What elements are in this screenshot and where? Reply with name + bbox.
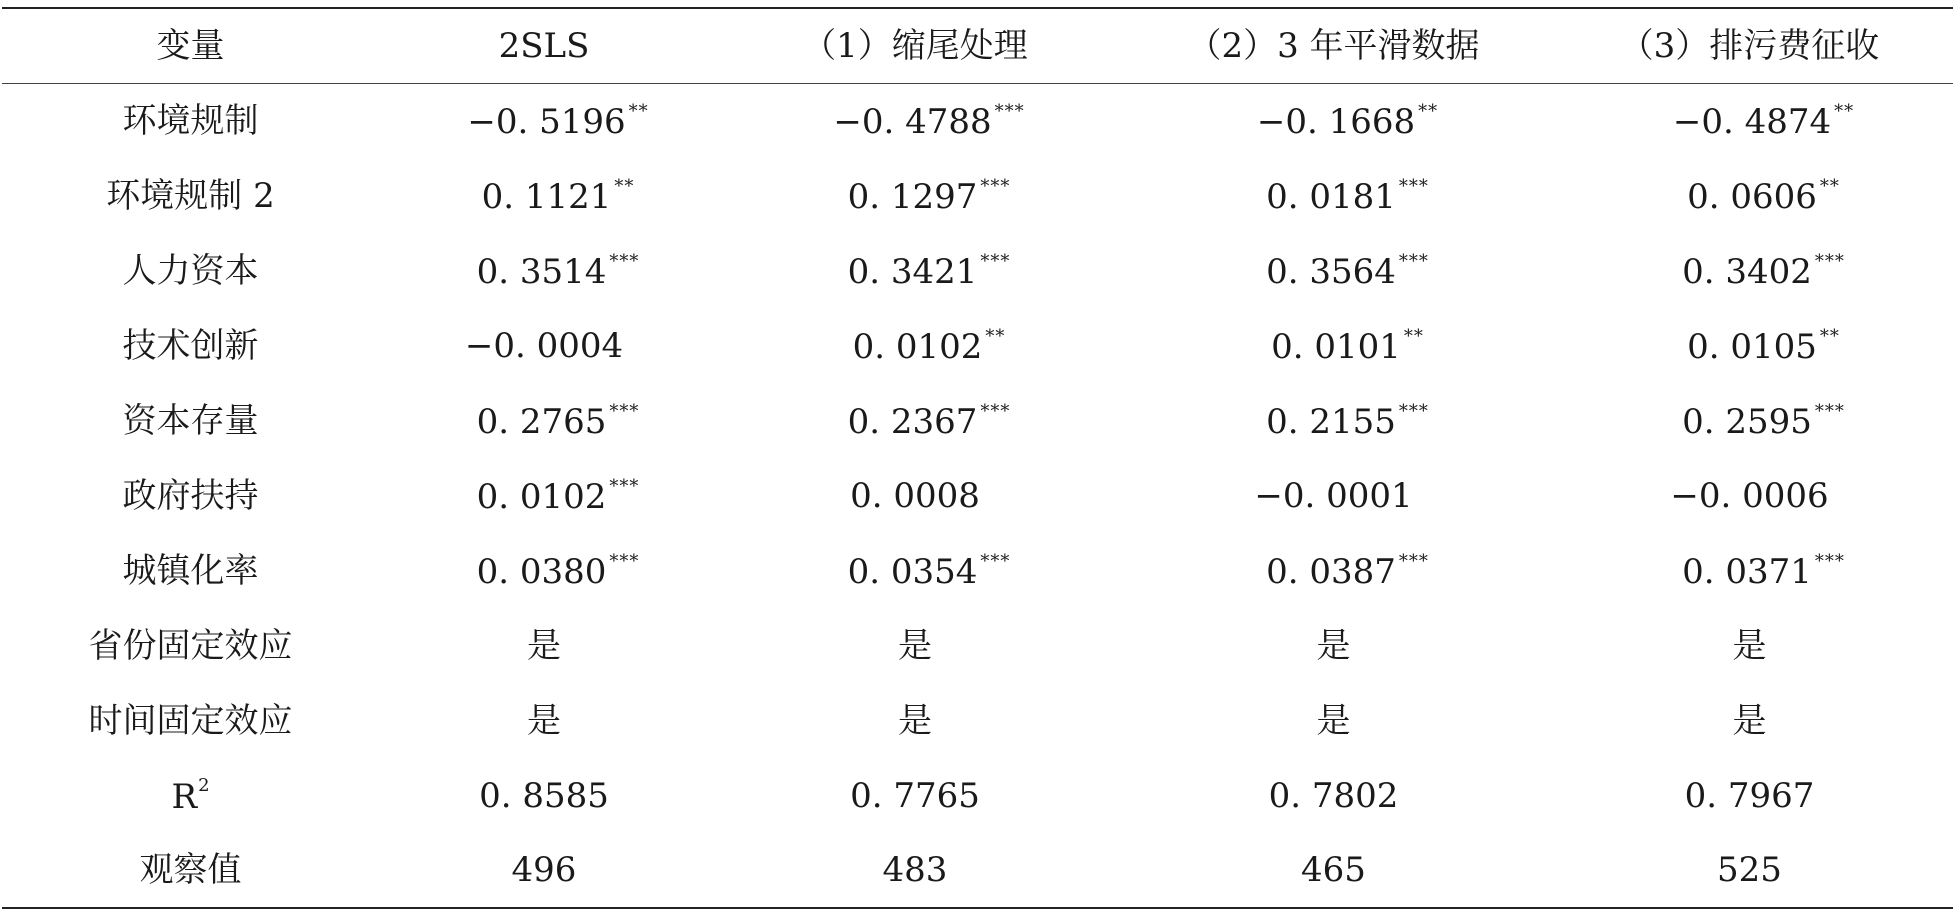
value-cell-3yr-smoothed [1121,458,1546,533]
value-cell-winsorized [709,158,1121,233]
significance-stars: *** [609,400,640,422]
coefficient-value: 525 [1717,850,1782,890]
row-label: 时间固定效应 [88,700,293,741]
row-label-cell [2,833,379,908]
value-cell-winsorized [709,608,1121,683]
significance-stars: *** [1398,175,1429,197]
coefficient-value: 是 [1732,700,1767,741]
coefficient-value: 是 [898,700,932,741]
cell-value-group [898,625,932,666]
significance-stars: *** [980,175,1011,197]
value-cell-winsorized [709,758,1121,833]
significance-stars: ** [1819,175,1840,197]
coefficient-value: 0. 0371 [1682,551,1812,592]
row-label: 省份固定效应 [88,625,293,666]
row-label-superscript: 2 [198,775,210,796]
cell-value-group [1266,400,1429,442]
header-winsorized: （1）缩尾处理 [802,25,1028,66]
significance-stars: ** [614,175,635,197]
coefficient-value: 483 [882,850,948,890]
row-label-cell [2,608,379,683]
value-cell-3yr-smoothed [1121,833,1546,908]
row-label: 政府扶持 [122,475,259,516]
row-label-cell [2,533,379,608]
coefficient-value: 0. 2155 [1266,401,1396,442]
cell-value-group [850,475,980,516]
value-cell-pollution-fee [1546,233,1953,308]
cell-value-group [1670,475,1829,516]
cell-value-group [1684,775,1815,816]
value-cell-pollution-fee [1546,383,1953,458]
cell-value-group [847,550,1011,592]
significance-stars: *** [1398,400,1429,422]
row-label-cell [2,383,379,458]
coefficient-value: 0. 1297 [847,176,978,217]
cell-value-group [1672,100,1855,142]
coefficient-value: 0. 3564 [1266,251,1396,292]
coefficient-value: 是 [1316,700,1351,741]
coefficient-value: −0. 0001 [1254,475,1413,516]
table-row [2,83,1953,158]
table-body [2,83,1953,908]
cell-value-group [476,550,640,592]
coefficient-value: 是 [1316,625,1351,666]
value-cell-2sls [379,233,709,308]
row-label: 技术创新 [122,325,259,366]
table-row [2,383,1953,458]
value-cell-2sls [379,533,709,608]
cell-value-group [1682,250,1845,292]
coefficient-value: −0. 4788 [833,101,992,142]
row-label: 城镇化率 [122,550,259,591]
significance-stars: *** [1814,250,1845,272]
cell-value-group [1717,850,1782,890]
value-cell-3yr-smoothed [1121,533,1546,608]
coefficient-value: 0. 0606 [1687,176,1817,217]
coefficient-value: 0. 0387 [1266,551,1396,592]
coefficient-value: 0. 0008 [850,475,980,516]
row-label-cell [2,758,379,833]
coefficient-value: 是 [1732,625,1767,666]
significance-stars: ** [1418,100,1439,122]
cell-value-group [1271,325,1424,367]
coefficient-value: 0. 0354 [847,551,978,592]
value-cell-pollution-fee [1546,833,1953,908]
significance-stars: *** [1814,550,1845,572]
significance-stars: *** [609,250,640,272]
coefficient-value: 0. 2595 [1682,401,1812,442]
cell-value-group [1268,775,1399,816]
table-row [2,833,1953,908]
significance-stars: *** [1398,250,1429,272]
cell-value-group [511,850,577,890]
significance-stars: *** [994,100,1025,122]
value-cell-3yr-smoothed [1121,233,1546,308]
value-cell-pollution-fee [1546,458,1953,533]
coefficient-value: 0. 0102 [476,476,607,517]
value-cell-2sls [379,83,709,158]
cell-value-group [476,400,640,442]
cell-value-group [476,475,640,517]
cell-value-group [1256,100,1439,142]
value-cell-2sls [379,308,709,383]
header-pollution-fee: （3）排污费征收 [1619,25,1880,66]
value-cell-2sls [379,158,709,233]
header-variable: 变量 [156,25,225,66]
cell-value-group [481,175,635,217]
coefficient-value: 496 [511,850,577,890]
significance-stars: ** [628,100,649,122]
table-row [2,758,1953,833]
value-cell-pollution-fee [1546,308,1953,383]
coefficient-value: 是 [527,625,561,666]
row-label-cell [2,683,379,758]
row-label-cell [2,83,379,158]
row-label: 环境规制 2 [106,175,275,216]
value-cell-2sls [379,833,709,908]
value-cell-pollution-fee [1546,608,1953,683]
header-2sls: 2SLS [498,25,590,66]
coefficient-value: 0. 7967 [1684,775,1815,816]
cell-value-group [464,325,624,366]
value-cell-2sls [379,383,709,458]
significance-stars: ** [985,325,1006,347]
significance-stars: *** [609,475,640,497]
significance-stars: ** [1403,325,1424,347]
cell-value-group [1687,175,1840,217]
value-cell-pollution-fee [1546,683,1953,758]
coefficient-value: 0. 0101 [1271,326,1401,367]
value-cell-3yr-smoothed [1121,683,1546,758]
row-label-cell [2,233,379,308]
coefficient-value: 0. 3421 [847,251,978,292]
coefficient-value: 是 [898,625,932,666]
row-label: 资本存量 [122,400,259,441]
value-cell-winsorized [709,533,1121,608]
value-cell-winsorized [709,683,1121,758]
cell-value-group [467,100,649,142]
cell-value-group [1254,475,1413,516]
cell-value-group [850,775,980,816]
value-cell-winsorized [709,233,1121,308]
coefficient-value: 0. 0102 [852,326,983,367]
value-cell-3yr-smoothed [1121,158,1546,233]
table-row [2,158,1953,233]
cell-value-group [476,250,640,292]
significance-stars: ** [1834,100,1855,122]
row-label-cell [2,308,379,383]
table-row [2,233,1953,308]
coefficient-value: 0. 0380 [476,551,607,592]
significance-stars: *** [980,550,1011,572]
table-row [2,533,1953,608]
header-row [2,8,1953,83]
value-cell-pollution-fee [1546,158,1953,233]
significance-stars: *** [980,250,1011,272]
coefficient-value: 0. 2367 [847,401,978,442]
cell-value-group [898,700,932,741]
value-cell-winsorized [709,833,1121,908]
significance-stars: *** [980,400,1011,422]
coefficient-value: 0. 2765 [476,401,607,442]
coefficient-value: 0. 7765 [850,775,980,816]
value-cell-3yr-smoothed [1121,383,1546,458]
table-row [2,683,1953,758]
coefficient-value: 0. 3402 [1682,251,1812,292]
cell-value-group [1266,175,1429,217]
cell-value-group [1266,550,1429,592]
coefficient-value: 是 [527,700,561,741]
coefficient-value: 0. 7802 [1268,775,1399,816]
significance-stars: *** [609,550,640,572]
cell-value-group [847,175,1011,217]
table-row [2,608,1953,683]
cell-value-group [1266,250,1429,292]
significance-stars: *** [1398,550,1429,572]
cell-value-group [847,400,1011,442]
cell-value-group [479,775,609,816]
value-cell-2sls [379,458,709,533]
row-label: 人力资本 [122,250,259,291]
table-header [2,8,1953,83]
coefficient-value: −0. 0006 [1670,475,1829,516]
row-label: 环境规制 [122,100,259,141]
value-cell-winsorized [709,383,1121,458]
cell-value-group [847,250,1011,292]
row-label: R [171,777,198,817]
coefficient-value: 0. 8585 [479,775,609,816]
table-row [2,458,1953,533]
regression-results-table [2,7,1953,909]
row-label-cell [2,158,379,233]
coefficient-value: −0. 1668 [1256,101,1416,142]
cell-value-group [882,850,948,890]
row-label-cell [2,458,379,533]
cell-value-group [1682,400,1845,442]
header-3yr-smoothed: （2）3 年平滑数据 [1187,25,1480,66]
cell-value-group [1682,550,1845,592]
cell-value-group [527,625,561,666]
value-cell-pollution-fee [1546,533,1953,608]
value-cell-winsorized [709,458,1121,533]
value-cell-2sls [379,608,709,683]
cell-value-group [1316,625,1351,666]
significance-stars: *** [1814,400,1845,422]
cell-value-group [1316,700,1351,741]
value-cell-pollution-fee [1546,758,1953,833]
row-label: 观察值 [139,850,242,890]
coefficient-value: 465 [1301,850,1366,890]
value-cell-3yr-smoothed [1121,308,1546,383]
coefficient-value: −0. 4874 [1672,101,1832,142]
coefficient-value: −0. 0004 [464,325,624,366]
significance-stars: ** [1819,325,1840,347]
cell-value-group [1732,700,1767,741]
coefficient-value: 0. 0181 [1266,176,1396,217]
value-cell-3yr-smoothed [1121,83,1546,158]
cell-value-group [852,325,1006,367]
coefficient-value: 0. 3514 [476,251,607,292]
coefficient-value: 0. 0105 [1687,326,1817,367]
coefficient-value: 0. 1121 [481,176,612,217]
value-cell-winsorized [709,83,1121,158]
value-cell-pollution-fee [1546,83,1953,158]
cell-value-group [527,700,561,741]
value-cell-2sls [379,683,709,758]
cell-value-group [1301,850,1366,890]
cell-value-group [1732,625,1767,666]
value-cell-3yr-smoothed [1121,758,1546,833]
value-cell-2sls [379,758,709,833]
value-cell-winsorized [709,308,1121,383]
table-row [2,308,1953,383]
cell-value-group [1687,325,1840,367]
cell-value-group [833,100,1025,142]
value-cell-3yr-smoothed [1121,608,1546,683]
coefficient-value: −0. 5196 [467,101,626,142]
